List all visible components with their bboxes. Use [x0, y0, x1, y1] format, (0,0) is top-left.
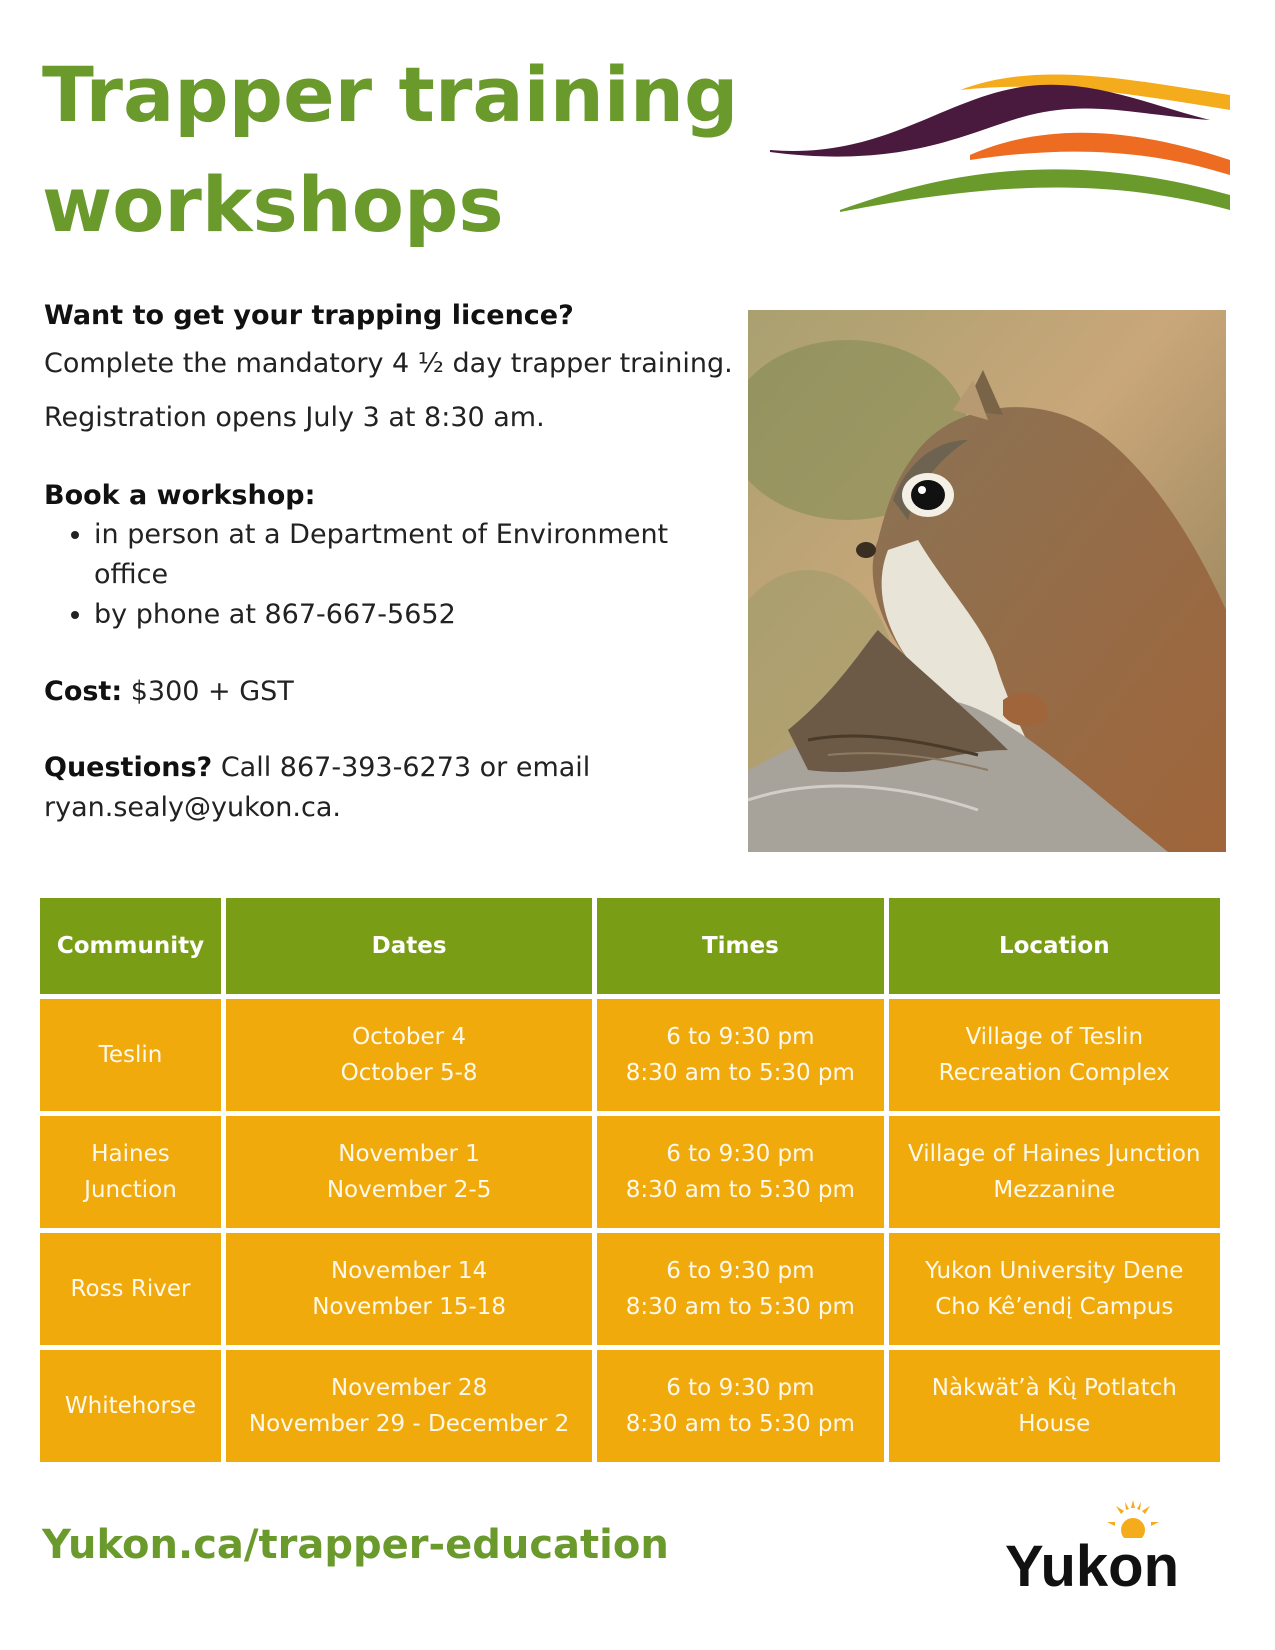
- date-line: November 2-5: [326, 1177, 492, 1203]
- dates-cell: [226, 1233, 592, 1345]
- yukon-wordmark: Yukon: [1005, 1534, 1180, 1599]
- questions-line: [44, 748, 684, 828]
- squirrel-photo: [748, 310, 1226, 852]
- table-row: [40, 999, 1220, 1111]
- book-section: [44, 480, 744, 635]
- date-line: November 15-18: [312, 1294, 506, 1320]
- cost-label: Cost:: [44, 676, 123, 707]
- table-header-row: [40, 898, 1220, 994]
- header-location: Location: [889, 898, 1220, 994]
- location-cell: [889, 1350, 1220, 1462]
- location-cell: [889, 1116, 1220, 1228]
- table-row: [40, 1116, 1220, 1228]
- location-line: Recreation Complex: [938, 1060, 1170, 1086]
- times-cell: [597, 999, 883, 1111]
- location-line: Village of Haines Junction: [908, 1141, 1201, 1167]
- dates-cell: [226, 1350, 592, 1462]
- yukon-logo: [1005, 1500, 1205, 1600]
- title-line-2: workshops: [42, 160, 504, 249]
- date-line: November 14: [330, 1258, 488, 1284]
- community-cell: Ross River: [40, 1233, 221, 1345]
- date-line: November 28: [330, 1375, 488, 1401]
- time-line: 8:30 am to 5:30 pm: [625, 1294, 855, 1320]
- location-line: Mezzanine: [993, 1177, 1116, 1203]
- workshop-schedule-table: [35, 893, 1225, 1467]
- times-cell: [597, 1116, 883, 1228]
- location-line: Cho Kê’endį Campus: [935, 1294, 1174, 1320]
- intro-section: [44, 300, 744, 445]
- header-community: Community: [40, 898, 221, 994]
- table-row: [40, 1350, 1220, 1462]
- book-item-phone: • by phone at 867-667-5652: [94, 595, 744, 635]
- title-line-1: Trapper training: [42, 50, 739, 139]
- table-row: [40, 1233, 1220, 1345]
- dates-cell: [226, 1116, 592, 1228]
- times-cell: [597, 1233, 883, 1345]
- cost-line: [44, 676, 294, 707]
- location-line: Yukon University Dene: [925, 1258, 1184, 1284]
- page-title: [42, 40, 802, 260]
- header-times: Times: [597, 898, 883, 994]
- book-list: [44, 515, 744, 635]
- time-line: 8:30 am to 5:30 pm: [625, 1177, 855, 1203]
- wave-orange: [970, 133, 1230, 175]
- time-line: 6 to 9:30 pm: [666, 1375, 815, 1401]
- book-heading: Book a workshop:: [44, 480, 316, 511]
- date-line: October 5-8: [340, 1060, 478, 1086]
- time-line: 6 to 9:30 pm: [666, 1258, 815, 1284]
- location-line: Nàkwät’à Kų̀ Potlatch: [931, 1375, 1177, 1401]
- decorative-waves: [770, 60, 1230, 240]
- location-cell: [889, 1233, 1220, 1345]
- date-line: October 4: [352, 1024, 467, 1050]
- time-line: 6 to 9:30 pm: [666, 1024, 815, 1050]
- cost-value: $300 + GST: [122, 676, 294, 707]
- location-line: House: [1018, 1411, 1091, 1437]
- time-line: 8:30 am to 5:30 pm: [625, 1411, 855, 1437]
- questions-text: Call 867-393-6273 or email ryan.sealy@yukon.ca.: [44, 752, 591, 823]
- times-cell: [597, 1350, 883, 1462]
- location-line: Village of Teslin: [965, 1024, 1144, 1050]
- book-item-in-person: • in person at a Department of Environment office: [94, 515, 744, 595]
- wave-green: [840, 169, 1230, 212]
- community-cell: Haines Junction: [40, 1116, 221, 1228]
- intro-heading: Want to get your trapping licence?: [44, 300, 574, 331]
- dates-cell: [226, 999, 592, 1111]
- intro-text: Complete the mandatory 4 ½ day trapper training. Registration opens July 3 at 8:30 am.: [44, 348, 733, 433]
- date-line: November 29 - December 2: [248, 1411, 570, 1437]
- time-line: 8:30 am to 5:30 pm: [625, 1060, 855, 1086]
- questions-label: Questions?: [44, 752, 213, 783]
- community-cell: Whitehorse: [40, 1350, 221, 1462]
- time-line: 6 to 9:30 pm: [666, 1141, 815, 1167]
- header-dates: Dates: [226, 898, 592, 994]
- date-line: November 1: [338, 1141, 480, 1167]
- location-cell: [889, 999, 1220, 1111]
- community-cell: Teslin: [40, 999, 221, 1111]
- trapper-education-link[interactable]: Yukon.ca/trapper-education: [42, 1522, 669, 1568]
